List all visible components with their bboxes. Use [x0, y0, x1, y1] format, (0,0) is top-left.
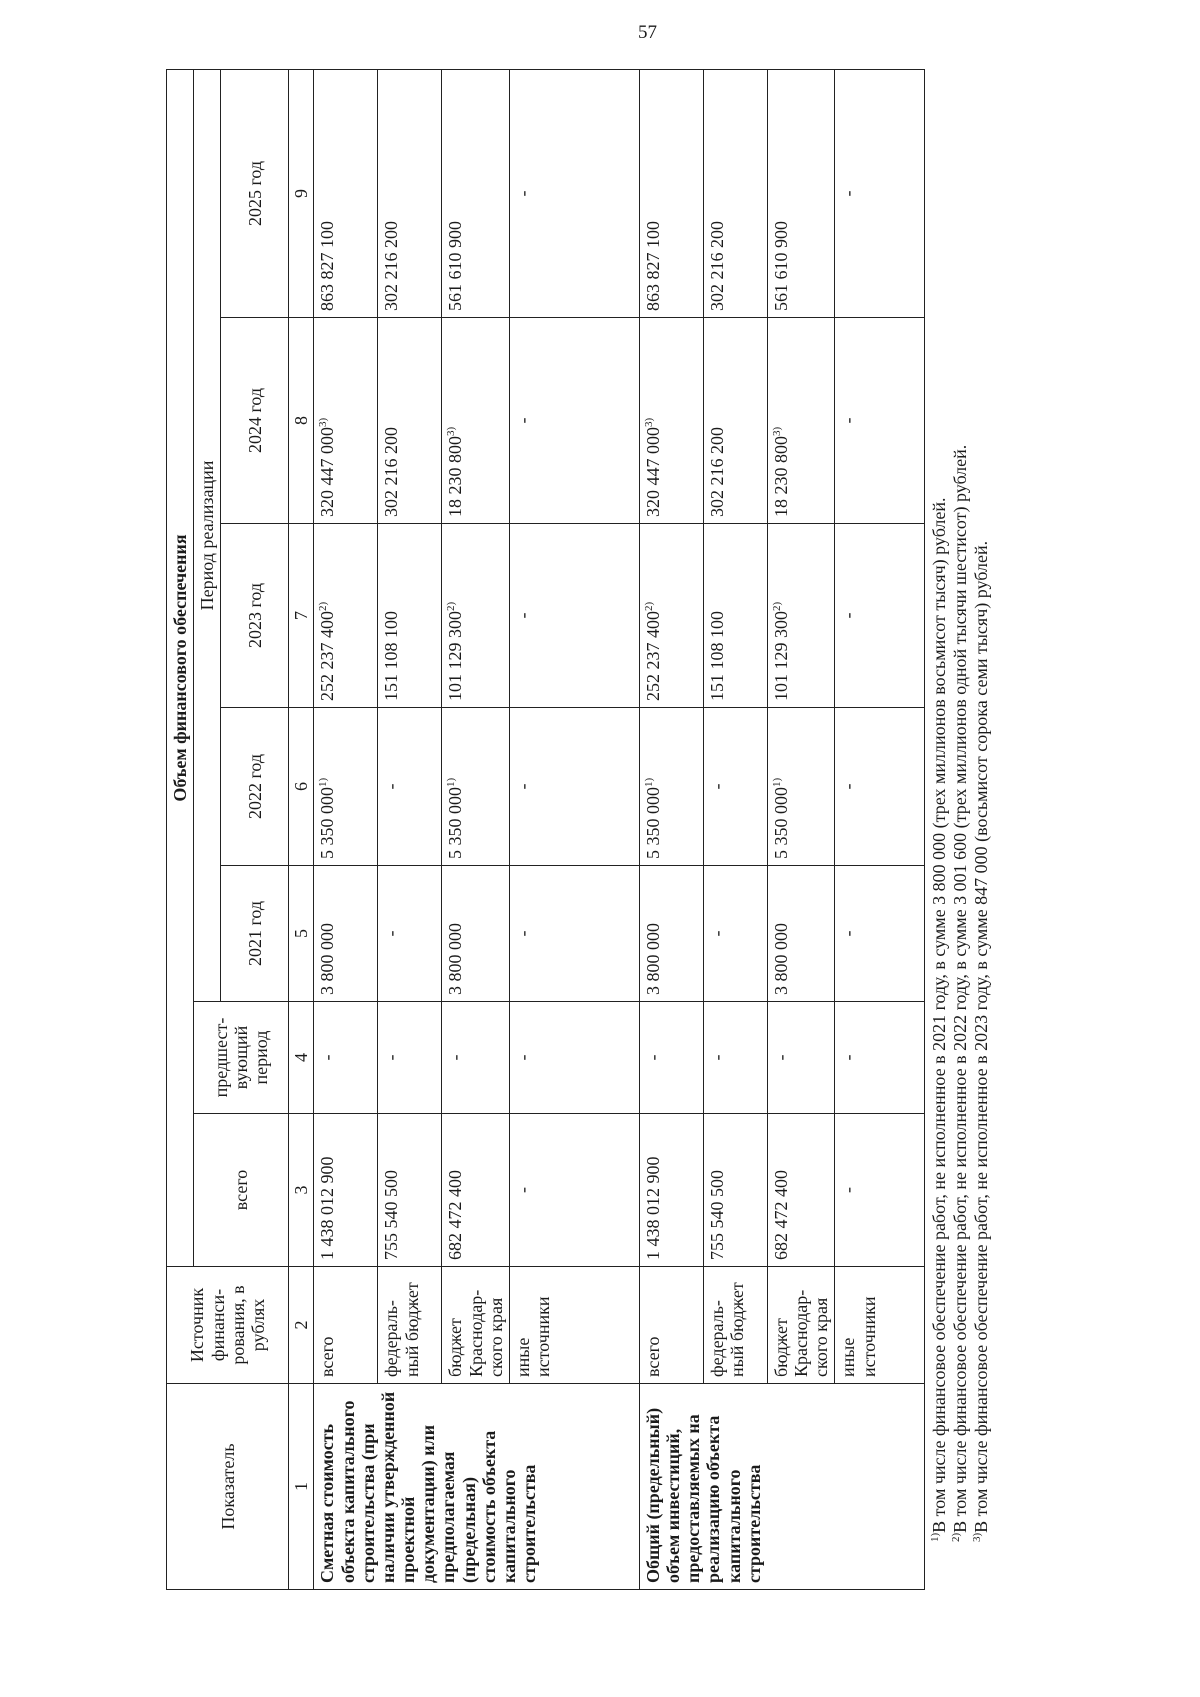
total-cell	[314, 1114, 378, 1267]
cell-value: 755 540 500	[381, 1170, 402, 1260]
year-2023-cell	[703, 524, 767, 708]
footnote-text: В том числе финансовое обеспечение работ, не исполненное в 2021 году, в сумме 3 800 000 (трех миллионов восьмисот тысяч) рублей.	[929, 497, 950, 1533]
year-2023-cell	[639, 524, 703, 708]
footnote-ref: 3)	[770, 426, 783, 436]
col-number: 7	[289, 524, 314, 708]
footnote-ref: 2)	[770, 601, 783, 611]
cell-value: 755 540 500	[706, 1170, 727, 1260]
total-cell	[767, 1114, 834, 1267]
footnote-text: В том числе финансовое обеспечение работ, не исполненное в 2023 году, в сумме 847 000 (восьмисот сорока семи тысяч) рублей.	[971, 540, 992, 1533]
cell-value: 5 350 000	[770, 787, 791, 859]
source-cell	[767, 1267, 834, 1384]
cell-value: -	[381, 783, 402, 790]
cell-value: 320 447 000	[317, 427, 338, 517]
footnote-ref: 1)	[770, 777, 783, 787]
total-cell	[835, 1114, 925, 1267]
year-2024-cell	[767, 318, 834, 524]
header-year-2025: 2025 год	[221, 69, 289, 317]
cell-value: -	[838, 1054, 859, 1061]
cell-value: -	[512, 1187, 533, 1193]
cell-value: -	[838, 612, 859, 619]
cell-value: бюджет Краснодар-ского края	[770, 1289, 832, 1377]
table-body	[314, 69, 925, 1589]
source-cell	[835, 1267, 925, 1384]
previous-period-cell	[767, 1002, 834, 1114]
cell-value: 320 447 000	[642, 427, 663, 517]
cell-value: 863 827 100	[642, 221, 663, 311]
header-total: всего	[194, 1114, 289, 1267]
cell-value: бюджет Краснодар-ского края	[445, 1289, 506, 1377]
cell-value: 1 438 012 900	[317, 1156, 338, 1260]
col-number: 9	[289, 69, 314, 317]
year-2023-cell	[314, 524, 378, 708]
cell-value: -	[838, 930, 859, 937]
year-2022-cell	[703, 708, 767, 866]
year-2023-cell	[835, 524, 925, 708]
year-2024-cell	[442, 318, 509, 524]
footnote-2	[950, 70, 971, 1590]
indicator-cell: Общий (предельный) объем инвестиций, предоставляемых на реализацию объекта капитального строительства	[639, 1384, 924, 1590]
indicator-cell: Сметная стоимость объекта капитального строительства (при наличии утвержденной проектной документации) или предполагаемая (предельная) стоимость объекта капитального строительства	[314, 1384, 639, 1590]
year-2021-cell	[378, 866, 442, 1002]
year-2023-cell	[378, 524, 442, 708]
cell-value: 302 216 200	[706, 427, 727, 517]
total-cell	[509, 1114, 639, 1267]
year-2024-cell	[378, 318, 442, 524]
year-2022-cell	[509, 708, 639, 866]
cell-value: 561 610 900	[770, 221, 791, 311]
cell-value: -	[512, 612, 533, 619]
year-2025-cell	[442, 69, 509, 317]
cell-value: -	[838, 417, 859, 424]
year-2021-cell	[835, 866, 925, 1002]
cell-value: -	[706, 783, 727, 790]
cell-value: 682 472 400	[445, 1170, 466, 1260]
year-2024-cell	[835, 318, 925, 524]
table-row	[442, 69, 509, 1589]
year-2021-cell	[767, 866, 834, 1002]
year-2025-cell	[703, 69, 767, 317]
previous-period-cell	[835, 1002, 925, 1114]
cell-value: 3 800 000	[770, 923, 791, 995]
total-cell	[442, 1114, 509, 1267]
cell-value: 5 350 000	[317, 787, 338, 859]
source-cell	[442, 1267, 509, 1384]
footnote-ref: 2)	[445, 601, 458, 611]
cell-value: -	[706, 1054, 727, 1061]
year-2023-cell	[509, 524, 639, 708]
cell-value: -	[381, 1054, 402, 1061]
total-cell	[378, 1114, 442, 1267]
cell-value: -	[706, 930, 727, 937]
cell-value: -	[381, 930, 402, 937]
footnote-ref: 2)	[317, 601, 330, 611]
cell-value: 252 237 400	[642, 611, 663, 701]
table-row	[835, 69, 925, 1589]
col-number: 3	[289, 1114, 314, 1267]
footnote-1	[929, 70, 950, 1590]
cell-value: -	[642, 1054, 663, 1061]
cell-value: иные источники	[512, 1296, 554, 1377]
cell-value: -	[512, 783, 533, 790]
year-2025-cell	[509, 69, 639, 317]
source-cell	[314, 1267, 378, 1384]
column-number-row	[289, 69, 314, 1589]
cell-value: 5 350 000	[445, 787, 466, 859]
footnote-mark: 2)	[950, 1532, 963, 1542]
footnotes	[925, 70, 992, 1590]
year-2025-cell	[378, 69, 442, 317]
total-cell	[639, 1114, 703, 1267]
footnote-ref: 3)	[445, 426, 458, 436]
cell-value: 252 237 400	[317, 611, 338, 701]
year-2023-cell	[767, 524, 834, 708]
footnote-mark: 1)	[929, 1532, 942, 1542]
previous-period-cell	[314, 1002, 378, 1114]
cell-value: 151 108 100	[706, 611, 727, 701]
year-2021-cell	[509, 866, 639, 1002]
table-header	[167, 69, 314, 1589]
col-number: 6	[289, 708, 314, 866]
cell-value: 302 216 200	[381, 427, 402, 517]
header-year-2022: 2022 год	[221, 708, 289, 866]
year-2021-cell	[442, 866, 509, 1002]
year-2025-cell	[835, 69, 925, 317]
cell-value: -	[838, 190, 859, 197]
year-2021-cell	[639, 866, 703, 1002]
previous-period-cell	[703, 1002, 767, 1114]
cell-value: -	[512, 930, 533, 937]
cell-value: 18 230 800	[445, 436, 466, 517]
footnote-ref: 1)	[642, 777, 655, 787]
year-2024-cell	[509, 318, 639, 524]
cell-value: -	[512, 417, 533, 424]
footnote-ref: 1)	[445, 777, 458, 787]
col-number: 8	[289, 318, 314, 524]
year-2025-cell	[314, 69, 378, 317]
cell-value: федераль-ный бюджет	[381, 1282, 422, 1377]
table-row	[639, 69, 703, 1589]
header-year-2024: 2024 год	[221, 318, 289, 524]
header-indicator: Показатель	[167, 1384, 289, 1590]
cell-value: 151 108 100	[381, 611, 402, 701]
cell-value: 101 129 300	[445, 611, 466, 701]
year-2022-cell	[639, 708, 703, 866]
source-cell	[639, 1267, 703, 1384]
year-2022-cell	[442, 708, 509, 866]
year-2024-cell	[703, 318, 767, 524]
cell-value: -	[512, 190, 533, 197]
cell-value: 302 216 200	[381, 221, 402, 311]
cell-value: -	[838, 1187, 859, 1193]
rotated-table-block	[166, 70, 1026, 1590]
cell-value: 5 350 000	[642, 787, 663, 859]
cell-value: 1 438 012 900	[642, 1156, 663, 1260]
year-2024-cell	[639, 318, 703, 524]
year-2025-cell	[767, 69, 834, 317]
year-2022-cell	[767, 708, 834, 866]
source-cell	[509, 1267, 639, 1384]
cell-value: 18 230 800	[770, 436, 791, 517]
cell-value: 302 216 200	[706, 221, 727, 311]
cell-value: всего	[317, 1336, 338, 1377]
year-2022-cell	[314, 708, 378, 866]
footnote-text: В том числе финансовое обеспечение работ, не исполненное в 2022 году, в сумме 3 001 600 (трех миллионов одной тысячи шестисот) рублей.	[950, 444, 971, 1533]
year-2023-cell	[442, 524, 509, 708]
year-2022-cell	[835, 708, 925, 866]
cell-value: иные источники	[838, 1296, 879, 1377]
table-row	[767, 69, 834, 1589]
cell-value: всего	[642, 1336, 663, 1377]
footnote-3	[971, 70, 992, 1590]
header-source: Источник финанси-рования, в рублях	[167, 1267, 289, 1384]
cell-value: -	[317, 1054, 338, 1061]
cell-value: 3 800 000	[445, 923, 466, 995]
header-year-2021: 2021 год	[221, 866, 289, 1002]
col-number: 4	[289, 1002, 314, 1114]
footnote-ref: 2)	[642, 601, 655, 611]
cell-value: -	[445, 1054, 466, 1061]
year-2021-cell	[703, 866, 767, 1002]
financing-table	[166, 69, 925, 1590]
table-row	[314, 69, 378, 1589]
footnote-ref: 3)	[642, 417, 655, 427]
col-number: 2	[289, 1267, 314, 1384]
header-previous-period: предшест-вующий период	[194, 1002, 289, 1114]
footnote-mark: 3)	[971, 1532, 984, 1542]
header-volume: Объем финансового обеспечения	[167, 69, 194, 1266]
col-number: 1	[289, 1384, 314, 1590]
footnote-ref: 3)	[317, 417, 330, 427]
table-row	[509, 69, 639, 1589]
previous-period-cell	[509, 1002, 639, 1114]
cell-value: 3 800 000	[317, 923, 338, 995]
cell-value: 101 129 300	[770, 611, 791, 701]
source-cell	[703, 1267, 767, 1384]
footnote-ref: 1)	[317, 777, 330, 787]
year-2021-cell	[314, 866, 378, 1002]
cell-value: -	[770, 1054, 791, 1061]
cell-value: 561 610 900	[445, 221, 466, 311]
page-number: 57	[638, 22, 657, 43]
total-cell	[703, 1114, 767, 1267]
cell-value: 863 827 100	[317, 221, 338, 311]
col-number: 5	[289, 866, 314, 1002]
table-row	[703, 69, 767, 1589]
cell-value: -	[512, 1054, 533, 1061]
year-2024-cell	[314, 318, 378, 524]
previous-period-cell	[378, 1002, 442, 1114]
year-2022-cell	[378, 708, 442, 866]
cell-value: 3 800 000	[642, 923, 663, 995]
header-period: Период реализации	[194, 69, 221, 1001]
cell-value: федераль-ный бюджет	[706, 1282, 748, 1377]
previous-period-cell	[639, 1002, 703, 1114]
cell-value: -	[838, 783, 859, 790]
source-cell	[378, 1267, 442, 1384]
cell-value: 682 472 400	[770, 1170, 791, 1260]
previous-period-cell	[442, 1002, 509, 1114]
table-row	[378, 69, 442, 1589]
year-2025-cell	[639, 69, 703, 317]
header-year-2023: 2023 год	[221, 524, 289, 708]
